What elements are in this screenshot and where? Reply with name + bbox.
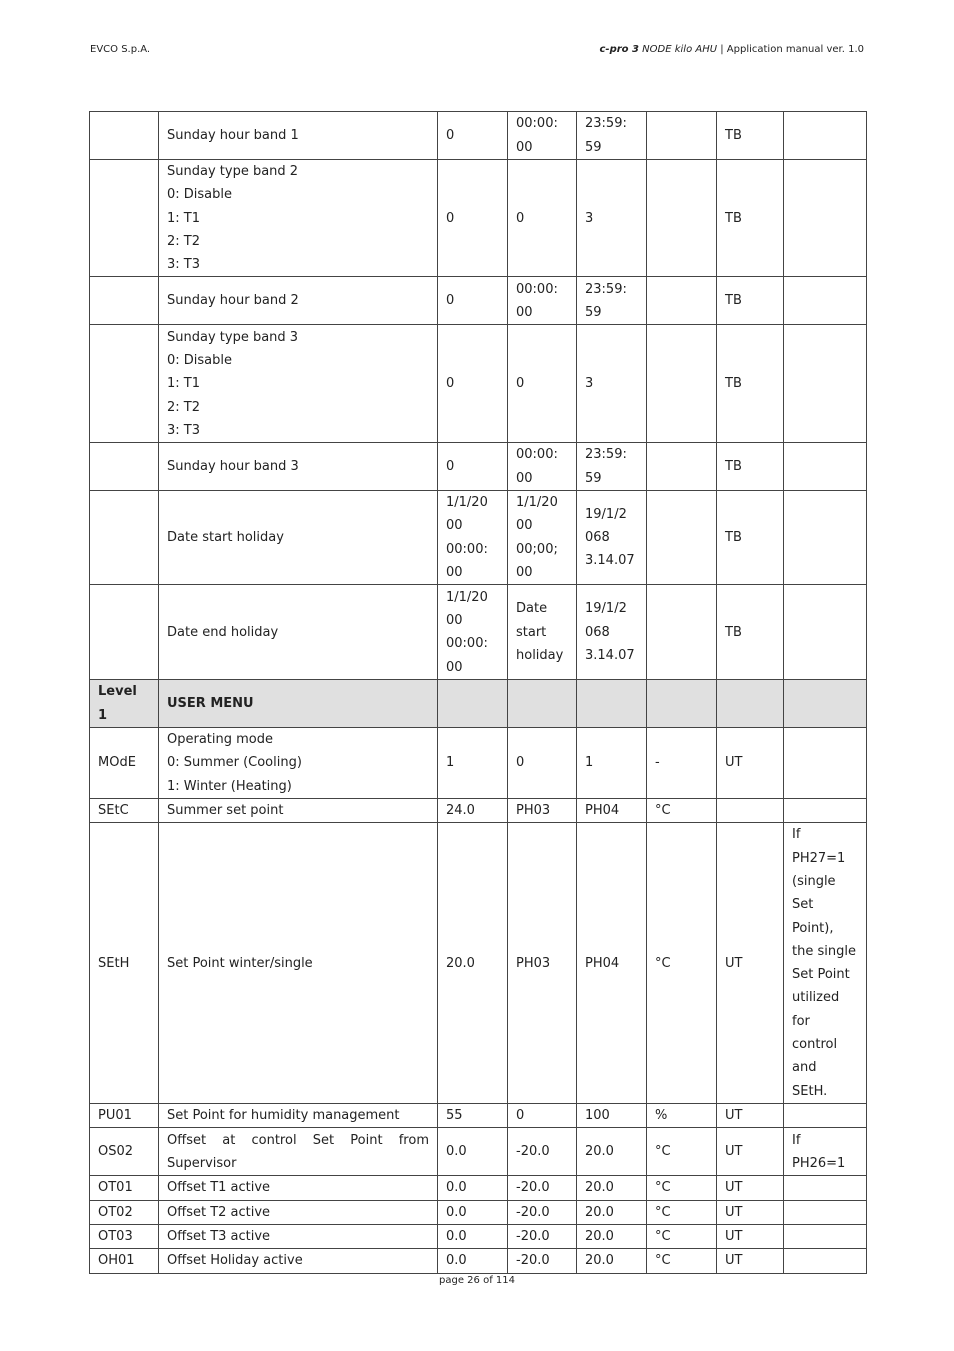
param-visibility: TB — [717, 160, 784, 277]
param-min-line: PH03 — [516, 955, 551, 971]
param-min-line: -20.0 — [516, 1229, 550, 1245]
table-row — [90, 325, 867, 443]
param-description-line: USER MENU — [167, 695, 254, 711]
param-description — [159, 823, 438, 1104]
param-code — [90, 277, 159, 325]
param-notes-line: PH26=1 — [792, 1155, 846, 1171]
param-unit — [647, 160, 717, 277]
param-description-line: 3: T3 — [167, 257, 200, 273]
param-default — [438, 1249, 508, 1273]
param-max — [577, 491, 647, 585]
param-default — [438, 680, 508, 728]
param-default-line: 0 — [446, 459, 455, 475]
param-code: OT01 — [90, 1176, 159, 1200]
table-row — [90, 277, 867, 325]
param-default — [438, 1200, 508, 1224]
param-default-line: 24.0 — [446, 802, 475, 818]
param-min — [508, 1249, 577, 1273]
param-default-line: 0.0 — [446, 1253, 467, 1269]
param-code: OS02 — [90, 1128, 159, 1176]
table-row — [90, 585, 867, 680]
param-code: OT02 — [90, 1200, 159, 1224]
table-row — [90, 1225, 867, 1249]
param-default — [438, 1104, 508, 1128]
param-max — [577, 443, 647, 491]
param-description-line: Sunday hour band 1 — [167, 127, 299, 143]
param-min-line: holiday — [516, 647, 564, 663]
param-unit: °C — [647, 823, 717, 1104]
table-row — [90, 727, 867, 798]
parameter-table — [89, 111, 867, 1274]
header-company: EVCO S.p.A. — [90, 44, 151, 55]
param-notes — [784, 443, 867, 491]
param-description-line: Supervisor — [167, 1155, 237, 1171]
param-visibility: TB — [717, 443, 784, 491]
param-description-line: 2: T2 — [167, 399, 200, 415]
param-description-line: 1: T1 — [167, 210, 200, 226]
param-min-line: -20.0 — [516, 1180, 550, 1196]
table-row — [90, 1200, 867, 1224]
param-notes — [784, 1225, 867, 1249]
param-max — [577, 727, 647, 798]
param-default-line: 00 — [446, 659, 463, 675]
param-unit — [647, 443, 717, 491]
table-row — [90, 1249, 867, 1273]
param-min-line: 00 — [516, 139, 533, 155]
param-max-line: 100 — [585, 1108, 610, 1124]
param-description — [159, 1104, 438, 1128]
param-notes-line: SEtH. — [792, 1083, 828, 1099]
param-notes — [784, 823, 867, 1104]
param-description — [159, 160, 438, 277]
param-visibility: TB — [717, 325, 784, 443]
param-notes — [784, 491, 867, 585]
param-max-line: 20.0 — [585, 1204, 614, 1220]
param-visibility — [717, 680, 784, 728]
param-description-line: 2: T2 — [167, 233, 200, 249]
param-default — [438, 277, 508, 325]
param-default-line: 0.0 — [446, 1229, 467, 1245]
param-unit — [647, 112, 717, 160]
param-visibility: TB — [717, 585, 784, 680]
param-default-line: 1 — [446, 755, 455, 771]
param-visibility: TB — [717, 491, 784, 585]
param-code: OH01 — [90, 1249, 159, 1273]
param-max-line: 3 — [585, 376, 594, 392]
param-default-line: 0.0 — [446, 1144, 467, 1160]
param-description — [159, 727, 438, 798]
param-visibility: UT — [717, 1249, 784, 1273]
param-max — [577, 823, 647, 1104]
param-min — [508, 160, 577, 277]
param-unit — [647, 680, 717, 728]
param-description-line: Offset Holiday active — [167, 1253, 303, 1269]
param-notes-line: (single — [792, 873, 836, 889]
param-notes-line: control — [792, 1037, 838, 1053]
param-visibility: UT — [717, 1200, 784, 1224]
param-min-line: 00 — [516, 470, 533, 486]
param-min — [508, 727, 577, 798]
param-min-line: Date — [516, 601, 548, 617]
param-visibility: UT — [717, 1225, 784, 1249]
param-unit: °C — [647, 1249, 717, 1273]
param-notes — [784, 727, 867, 798]
param-notes — [784, 325, 867, 443]
param-max — [577, 1200, 647, 1224]
param-unit — [647, 491, 717, 585]
param-description-line: Offset T3 active — [167, 1229, 271, 1245]
param-max — [577, 798, 647, 822]
param-min-line: 00;00; — [516, 541, 558, 557]
section-row — [90, 680, 867, 728]
param-max — [577, 160, 647, 277]
param-notes-line: utilized — [792, 990, 840, 1006]
param-max-line: 59 — [585, 304, 602, 320]
param-default-line: 00 — [446, 612, 463, 628]
param-default-line: 1/1/20 — [446, 589, 488, 605]
param-description-line: Sunday type band 2 — [167, 164, 299, 179]
param-max — [577, 325, 647, 443]
param-description — [159, 680, 438, 728]
param-notes — [784, 1249, 867, 1273]
param-min-line: 00 — [516, 518, 533, 534]
param-description — [159, 277, 438, 325]
param-min-line: -20.0 — [516, 1204, 550, 1220]
param-description — [159, 1176, 438, 1200]
table-row — [90, 160, 867, 277]
param-unit: °C — [647, 1225, 717, 1249]
param-min-line: 0 — [516, 210, 525, 226]
param-max-line: 23:59: — [585, 447, 627, 463]
param-min — [508, 443, 577, 491]
param-description — [159, 798, 438, 822]
param-unit: °C — [647, 798, 717, 822]
param-min — [508, 277, 577, 325]
param-notes — [784, 585, 867, 680]
param-default — [438, 491, 508, 585]
param-code: Level 1 — [90, 680, 159, 728]
param-notes — [784, 680, 867, 728]
param-description — [159, 443, 438, 491]
param-min-line: -20.0 — [516, 1144, 550, 1160]
param-min-line: start — [516, 624, 547, 640]
param-description-line: Summer set point — [167, 802, 284, 818]
param-code: OT03 — [90, 1225, 159, 1249]
param-default-line: 0.0 — [446, 1204, 467, 1220]
param-min-line: -20.0 — [516, 1253, 550, 1269]
param-visibility: UT — [717, 1176, 784, 1200]
param-description — [159, 1249, 438, 1273]
param-max-line: 19/1/2 — [585, 601, 627, 617]
param-max-line: 59 — [585, 139, 602, 155]
table-row — [90, 1104, 867, 1128]
param-description — [159, 1200, 438, 1224]
param-min-line: 00 — [516, 564, 533, 580]
param-unit: °C — [647, 1200, 717, 1224]
param-max — [577, 112, 647, 160]
param-default-line: 00 — [446, 564, 463, 580]
param-code — [90, 585, 159, 680]
param-notes — [784, 160, 867, 277]
param-unit — [647, 325, 717, 443]
param-default — [438, 798, 508, 822]
param-notes-line: If — [792, 1132, 801, 1148]
param-max-line: 19/1/2 — [585, 506, 627, 522]
param-description-line: Operating mode — [167, 731, 273, 747]
param-min — [508, 823, 577, 1104]
param-min-line: 00:00: — [516, 281, 558, 297]
param-default-line: 0 — [446, 210, 455, 226]
param-description-line: Offset at control Set Point from — [167, 1132, 429, 1148]
param-visibility: UT — [717, 1128, 784, 1176]
param-notes — [784, 1104, 867, 1128]
param-max-line: 20.0 — [585, 1180, 614, 1196]
param-description-line: 3: T3 — [167, 422, 200, 438]
param-max — [577, 1128, 647, 1176]
param-default — [438, 1176, 508, 1200]
param-max-line: 068 — [585, 624, 610, 640]
param-min-line: 0 — [516, 1108, 525, 1124]
param-default — [438, 727, 508, 798]
param-visibility: TB — [717, 277, 784, 325]
param-min-line: 0 — [516, 755, 525, 771]
param-notes-line: for — [792, 1013, 810, 1029]
param-min — [508, 1104, 577, 1128]
param-notes — [784, 1176, 867, 1200]
param-unit: °C — [647, 1176, 717, 1200]
param-default — [438, 160, 508, 277]
param-description — [159, 112, 438, 160]
param-min-line: 00:00: — [516, 447, 558, 463]
table-row — [90, 491, 867, 585]
param-notes-line: If — [792, 827, 801, 843]
param-description-line: Date start holiday — [167, 530, 284, 546]
param-code: PU01 — [90, 1104, 159, 1128]
param-default-line: 20.0 — [446, 955, 475, 971]
param-unit — [647, 277, 717, 325]
param-description-line: 1: Winter (Heating) — [167, 778, 292, 794]
param-max-line: 3 — [585, 210, 594, 226]
param-max — [577, 277, 647, 325]
param-max-line: 20.0 — [585, 1253, 614, 1269]
param-code — [90, 491, 159, 585]
param-max — [577, 1225, 647, 1249]
param-max-line: 1 — [585, 755, 594, 771]
param-min — [508, 680, 577, 728]
param-min-line: 00 — [516, 304, 533, 320]
param-default — [438, 585, 508, 680]
param-max-line: 23:59: — [585, 116, 627, 132]
param-visibility — [717, 798, 784, 822]
param-max-line: 20.0 — [585, 1229, 614, 1245]
param-description — [159, 491, 438, 585]
param-default — [438, 443, 508, 491]
table-row — [90, 1176, 867, 1200]
param-notes — [784, 798, 867, 822]
param-description-line: Offset T1 active — [167, 1180, 271, 1196]
param-description-line: Set Point winter/single — [167, 955, 313, 971]
param-min — [508, 112, 577, 160]
param-max — [577, 1176, 647, 1200]
param-default — [438, 1225, 508, 1249]
param-notes — [784, 1128, 867, 1176]
param-description-line: Offset T2 active — [167, 1204, 271, 1220]
param-max-line: 3.14.07 — [585, 553, 635, 569]
param-description — [159, 585, 438, 680]
param-default-line: 00 — [446, 518, 463, 534]
param-max-line: 23:59: — [585, 281, 627, 297]
param-min — [508, 491, 577, 585]
param-description — [159, 1225, 438, 1249]
param-default-line: 0.0 — [446, 1180, 467, 1196]
param-description-line: 0: Summer (Cooling) — [167, 755, 302, 771]
param-max-line: 59 — [585, 470, 602, 486]
table-row — [90, 112, 867, 160]
param-notes-line: Set Point — [792, 967, 850, 983]
param-default — [438, 823, 508, 1104]
param-notes — [784, 277, 867, 325]
param-description-line: Sunday hour band 2 — [167, 293, 299, 309]
param-description — [159, 1128, 438, 1176]
param-default — [438, 1128, 508, 1176]
param-min — [508, 1128, 577, 1176]
param-code: SEtC — [90, 798, 159, 822]
param-description-line: Sunday type band 3 — [167, 329, 299, 345]
table-row — [90, 443, 867, 491]
param-min — [508, 1200, 577, 1224]
param-unit — [647, 585, 717, 680]
param-default-line: 00:00: — [446, 541, 488, 557]
param-description-line: Sunday hour band 3 — [167, 459, 299, 475]
param-visibility: UT — [717, 727, 784, 798]
param-visibility: UT — [717, 823, 784, 1104]
param-default — [438, 112, 508, 160]
param-min-line: 00:00: — [516, 116, 558, 132]
param-min-line: 1/1/20 — [516, 495, 558, 511]
param-max-line: 3.14.07 — [585, 647, 635, 663]
table-row — [90, 798, 867, 822]
param-max — [577, 585, 647, 680]
param-visibility: UT — [717, 1104, 784, 1128]
param-visibility: TB — [717, 112, 784, 160]
param-code — [90, 443, 159, 491]
param-min — [508, 798, 577, 822]
param-max — [577, 1249, 647, 1273]
param-code — [90, 112, 159, 160]
param-unit: - — [647, 727, 717, 798]
param-default-line: 0 — [446, 293, 455, 309]
param-description-line: Date end holiday — [167, 624, 279, 640]
param-min — [508, 1176, 577, 1200]
header-manual: | Application manual ver. 1.0 — [720, 44, 864, 55]
param-default — [438, 325, 508, 443]
table-row — [90, 823, 867, 1104]
param-min-line: 0 — [516, 376, 525, 392]
param-min-line: PH03 — [516, 802, 551, 818]
param-unit: % — [647, 1104, 717, 1128]
param-max-line: PH04 — [585, 955, 620, 971]
param-min — [508, 1225, 577, 1249]
param-min — [508, 585, 577, 680]
param-default-line: 1/1/20 — [446, 495, 488, 511]
param-description-line: 1: T1 — [167, 376, 200, 392]
param-notes — [784, 1200, 867, 1224]
param-notes-line: PH27=1 — [792, 850, 846, 866]
param-notes — [784, 112, 867, 160]
param-max-line: 20.0 — [585, 1144, 614, 1160]
param-code: SEtH — [90, 823, 159, 1104]
param-max — [577, 1104, 647, 1128]
header-product: c-pro 3 — [599, 44, 639, 55]
param-code: MOdE — [90, 727, 159, 798]
param-max-line: PH04 — [585, 802, 620, 818]
header-product-variant: NODE kilo AHU — [642, 44, 718, 55]
param-default-line: 00:00: — [446, 636, 488, 652]
param-unit: °C — [647, 1128, 717, 1176]
param-description-line: Set Point for humidity management — [167, 1108, 400, 1124]
param-min — [508, 325, 577, 443]
param-code — [90, 325, 159, 443]
table-row — [90, 1128, 867, 1176]
param-notes-line: the single — [792, 943, 856, 959]
param-max-line: 068 — [585, 530, 610, 546]
param-notes-line: and — [792, 1060, 817, 1076]
param-description — [159, 325, 438, 443]
param-description-line: 0: Disable — [167, 353, 233, 369]
param-description-line: 0: Disable — [167, 187, 233, 203]
param-max — [577, 680, 647, 728]
param-code — [90, 160, 159, 277]
page-number: page 26 of 114 — [439, 1275, 515, 1286]
param-notes-line: Point), — [792, 920, 834, 936]
param-default-line: 55 — [446, 1108, 463, 1124]
param-notes-line: Set — [792, 897, 814, 913]
parameter-table-body — [90, 112, 867, 1274]
header-title — [600, 44, 865, 55]
param-default-line: 0 — [446, 376, 455, 392]
param-default-line: 0 — [446, 127, 455, 143]
